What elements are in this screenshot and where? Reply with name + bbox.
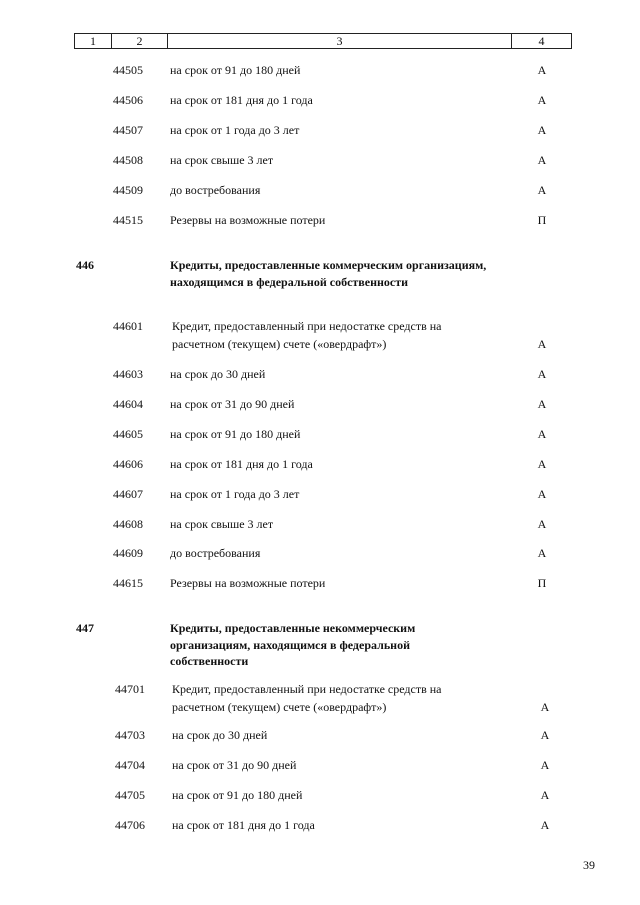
table-row: [0, 575, 640, 591]
account-number: 44507: [113, 123, 143, 137]
table-row: [0, 545, 640, 561]
account-number: 44607: [113, 487, 143, 501]
account-number: 44603: [113, 367, 143, 381]
account-number: 44515: [113, 213, 143, 227]
account-name: Резервы на возможные потери: [170, 576, 326, 590]
account-name: до востребования: [170, 183, 261, 197]
account-number: 44604: [113, 397, 143, 411]
table-row: [0, 212, 640, 228]
account-number: 44506: [113, 93, 143, 107]
table-row: [0, 426, 640, 442]
account-number: 44505: [113, 63, 143, 77]
table-row: [0, 152, 640, 168]
account-type: А: [540, 700, 550, 714]
account-name: на срок от 181 дня до 1 года: [170, 457, 313, 471]
page-number: 39: [583, 858, 595, 872]
account-type: П: [537, 213, 547, 227]
account-type: А: [540, 758, 550, 772]
account-number: 44509: [113, 183, 143, 197]
table-row: [0, 366, 640, 382]
account-name: на срок до 30 дней: [172, 728, 268, 742]
account-type: А: [540, 728, 550, 742]
account-type: А: [537, 63, 547, 77]
section-code: 447: [76, 621, 94, 635]
table-row: [0, 182, 640, 198]
column-header: [74, 33, 572, 49]
account-name-line-1: Кредит, предоставленный при недостатке средств на: [172, 682, 442, 696]
column-header-1: 1: [75, 34, 112, 48]
section-title: Кредиты, предоставленные некоммерческим организациям, находящимся в федеральной собственности: [170, 621, 416, 668]
account-type: А: [537, 93, 547, 107]
table-row: [0, 757, 640, 773]
table-row: [0, 122, 640, 138]
account-name: до востребования: [170, 546, 261, 560]
account-name-line-1: Кредит, предоставленный при недостатке средств на: [172, 319, 442, 333]
account-name: на срок свыше 3 лет: [170, 153, 274, 167]
account-name-line-2: расчетном (текущем) счете («овердрафт»): [172, 700, 387, 714]
table-row: [0, 681, 640, 717]
account-name: на срок от 91 до 180 дней: [172, 788, 303, 802]
account-number: 44703: [115, 728, 145, 742]
account-name: на срок от 1 года до 3 лет: [170, 487, 300, 501]
account-type: А: [537, 367, 547, 381]
account-type: А: [537, 123, 547, 137]
account-name: Резервы на возможные потери: [170, 213, 326, 227]
account-number: 44704: [115, 758, 145, 772]
account-type: А: [537, 183, 547, 197]
column-header-2: 2: [112, 34, 168, 48]
account-number: 44705: [115, 788, 145, 802]
account-number: 44706: [115, 818, 145, 832]
account-name: на срок от 181 дня до 1 года: [170, 93, 313, 107]
account-type: А: [540, 818, 550, 832]
account-type: А: [537, 153, 547, 167]
table-row: [0, 62, 640, 78]
account-name: на срок от 91 до 180 дней: [170, 63, 301, 77]
table-row: [0, 787, 640, 803]
section-title: Кредиты, предоставленные коммерческим организациям, находящимся в федеральной собственности: [170, 258, 487, 289]
account-number: 44508: [113, 153, 143, 167]
account-number: 44606: [113, 457, 143, 471]
account-name: на срок от 31 до 90 дней: [170, 397, 295, 411]
table-row: [0, 318, 640, 354]
table-row: [0, 456, 640, 472]
account-name: на срок от 1 года до 3 лет: [170, 123, 300, 137]
table-row: [0, 516, 640, 532]
account-type: П: [537, 576, 547, 590]
section-code: 446: [76, 258, 94, 272]
table-row: [0, 92, 640, 108]
account-type: А: [537, 517, 547, 531]
account-name-line-2: расчетном (текущем) счете («овердрафт»): [172, 337, 387, 351]
account-name: на срок от 181 дня до 1 года: [172, 818, 315, 832]
account-type: А: [537, 487, 547, 501]
table-row: [0, 727, 640, 743]
table-row: [0, 396, 640, 412]
account-type: А: [537, 546, 547, 560]
column-header-3: 3: [168, 34, 512, 48]
account-type: А: [540, 788, 550, 802]
account-name: на срок от 31 до 90 дней: [172, 758, 297, 772]
table-row: [0, 817, 640, 833]
account-type: А: [537, 427, 547, 441]
account-number: 44605: [113, 427, 143, 441]
column-header-4: 4: [538, 34, 545, 48]
account-name: на срок до 30 дней: [170, 367, 266, 381]
account-name: на срок свыше 3 лет: [170, 517, 274, 531]
account-number: 44608: [113, 517, 143, 531]
account-name: на срок от 91 до 180 дней: [170, 427, 301, 441]
account-type: А: [537, 397, 547, 411]
account-type: А: [537, 457, 547, 471]
account-number: 44701: [115, 682, 145, 696]
account-number: 44609: [113, 546, 143, 560]
account-type: А: [537, 337, 547, 351]
table-row: [0, 486, 640, 502]
account-number: 44615: [113, 576, 143, 590]
account-number: 44601: [113, 319, 143, 333]
